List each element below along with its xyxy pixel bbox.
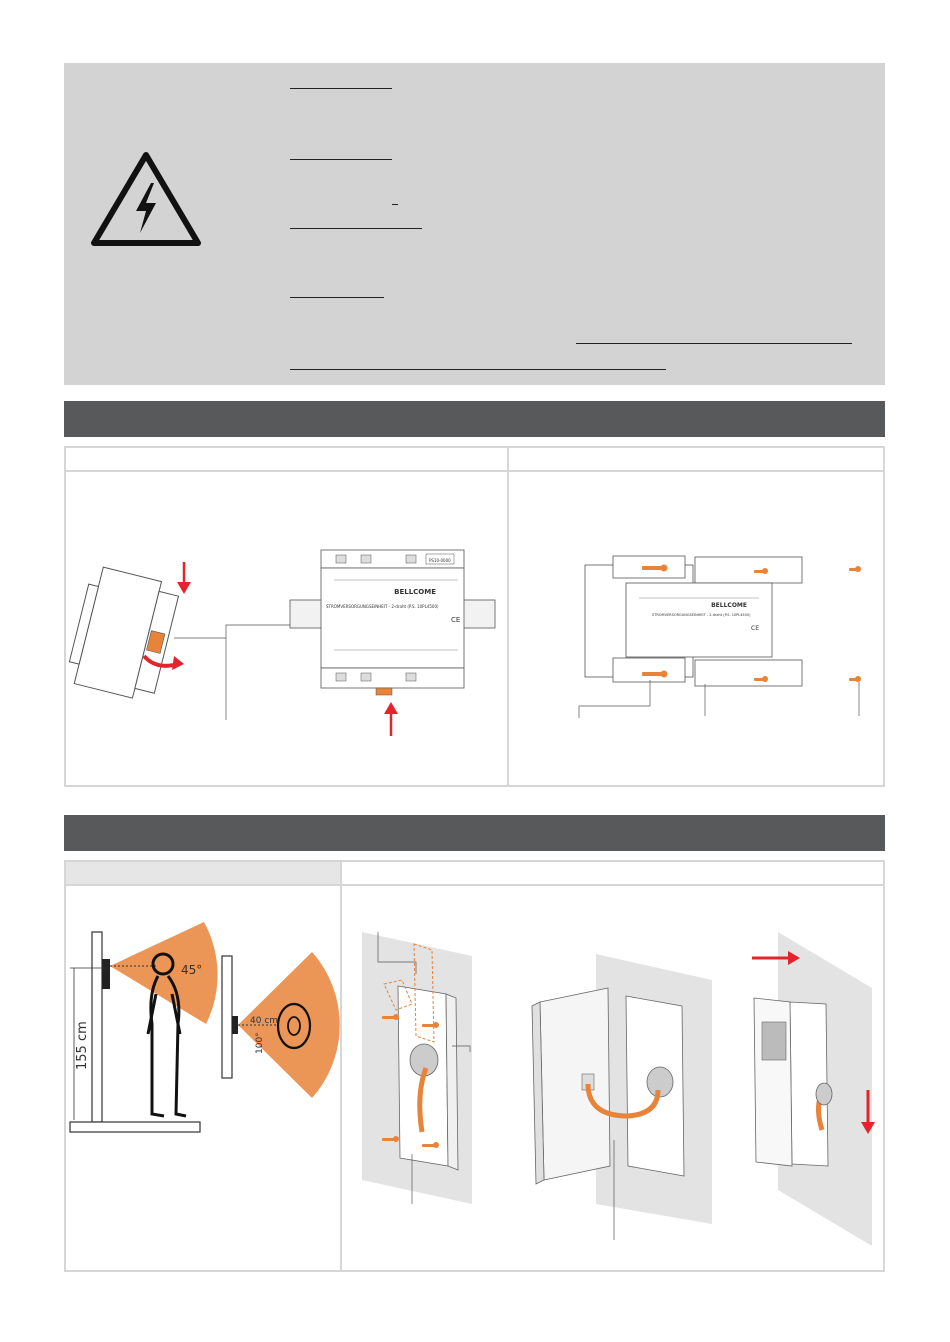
module-title-label: STROMVERSORGUNGSEINHEIT - 2-draht (P.S. 10PL4500) <box>652 613 751 617</box>
device-mounting-panel <box>340 860 885 1272</box>
panel-header <box>342 862 883 886</box>
installation-height-panel <box>64 860 342 1272</box>
section-header-bar <box>64 401 885 437</box>
ce-mark: CE <box>451 616 461 624</box>
panel-header <box>509 448 883 472</box>
module-title-label: STROMVERSORGUNGSEINHEIT - 2-draht (P.S. 10PL4500) <box>326 604 439 609</box>
module-front-view <box>290 550 495 695</box>
red-arrow-up <box>384 702 398 714</box>
din-rail-mount-panel <box>64 446 509 787</box>
text-placeholder-line <box>576 343 852 344</box>
screen-icon <box>762 1022 786 1060</box>
text-placeholder-line <box>290 369 666 370</box>
ce-mark: CE <box>751 625 759 632</box>
installation-height-illustration <box>66 884 340 1270</box>
device-mounting-illustration <box>342 884 883 1270</box>
mount-bracket-top <box>695 557 802 583</box>
angle-label-1: 45° <box>181 963 203 977</box>
brand-label: BELLCOME <box>711 602 747 609</box>
red-arrow-curved <box>172 656 184 670</box>
din-rail-mount-illustration <box>66 470 507 785</box>
wall-mount-illustration <box>509 470 883 785</box>
mount-step-2 <box>532 954 712 1240</box>
wall-mount-panel <box>507 446 885 787</box>
text-placeholder-line <box>290 88 392 89</box>
angle-label-2: 100° <box>255 1032 265 1054</box>
brand-label: BELLCOME <box>394 588 436 596</box>
module-side-view <box>66 565 181 703</box>
mount-step-1 <box>362 932 472 1204</box>
text-placeholder-line <box>290 297 384 298</box>
distance-label: 40 cm <box>250 1016 279 1026</box>
text-placeholder-line <box>290 228 422 229</box>
section-header-bar <box>64 815 885 851</box>
height-label: 155 cm <box>75 1021 90 1070</box>
red-arrow-down <box>177 582 191 594</box>
mount-bracket-bottom <box>695 660 802 686</box>
high-voltage-warning-icon <box>88 149 204 249</box>
module-tag-label: PS10-0000 <box>429 558 451 563</box>
panel-header <box>66 448 507 472</box>
module-front <box>626 583 772 657</box>
safety-warning-box <box>64 63 885 385</box>
panel-header <box>66 862 340 886</box>
text-placeholder-line <box>392 204 398 205</box>
mount-step-3 <box>752 932 875 1246</box>
text-placeholder-line <box>290 159 392 160</box>
